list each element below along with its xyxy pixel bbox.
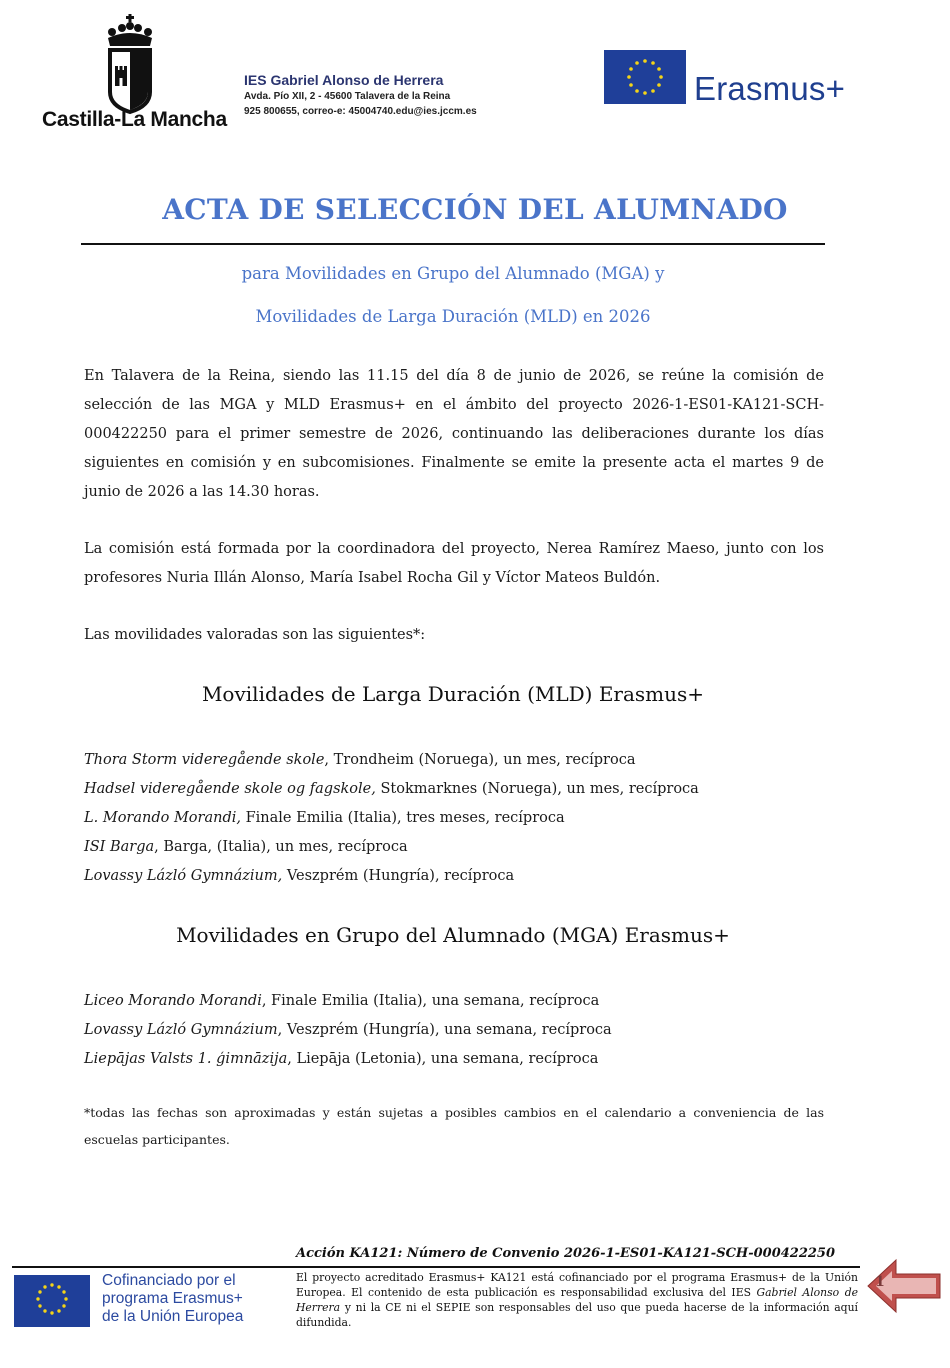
agreement-number: Acción KA121: Número de Convenio 2026-1-ES01-KA121-SCH-000422250 <box>296 1246 836 1261</box>
school-name: IES Gabriel Alonso de Herrera <box>244 72 444 88</box>
mobility-details: Stokmarknes (Noruega), un mes, recíproca <box>375 781 699 797</box>
school-name: Lovassy Lázló Gymnázium <box>84 1022 278 1038</box>
subtitle-line-1: para Movilidades en Grupo del Alumnado (MGA) y <box>241 264 665 283</box>
region-name: Castilla-La Mancha <box>42 108 227 131</box>
mobility-details: , Trondheim (Noruega), un mes, recíproca <box>324 752 636 768</box>
footer-divider <box>12 1266 860 1268</box>
list-item <box>84 1016 844 1045</box>
paragraph-mobilities-intro: Las movilidades valoradas son las siguientes*: <box>84 627 426 643</box>
mga-list <box>84 987 844 1074</box>
cofinanced-line-2: programa Erasmus+ <box>102 1290 243 1307</box>
cofinanced-label <box>102 1272 243 1326</box>
school-address: Avda. Pío XII, 2 - 45600 Talavera de la Reina <box>244 91 451 102</box>
cofinanced-line-3: de la Unión Europea <box>102 1308 244 1325</box>
school-name: ISI Barga <box>84 839 155 855</box>
list-item <box>84 1045 844 1074</box>
list-item <box>84 746 844 775</box>
paragraph-meeting: En Talavera de la Reina, siendo las 11.15 del día 8 de junio de 2026, se reúne la comisión de selección de las MGA y MLD Erasmus+ en el ámbito del proyecto 2026-1-ES01-KA121-SCH-000422250 para el primer semestre de 2026, continuando las deliberaciones durante los días siguientes en comisión y en subcomisiones. Finalmente se emite la presente acta el martes 9 de junio de 2026 a las 14.30 horas. <box>84 368 824 500</box>
school-name: Liepājas Valsts 1. ģimnāzija <box>84 1051 288 1067</box>
disclaimer-school: Gabriel Alonso de Herrera <box>296 1286 858 1314</box>
school-info <box>244 72 477 118</box>
cofinanced-line-1: Cofinanciado por el <box>102 1272 236 1289</box>
section-heading-mld: Movilidades de Larga Duración (MLD) Erasmus+ <box>201 682 705 706</box>
paragraph-committee: La comisión está formada por la coordinadora del proyecto, Nerea Ramírez Maeso, junto con los profesores Nuria Illán Alonso, María Isabel Rocha Gil y Víctor Mateos Buldón. <box>84 541 824 586</box>
school-name: Hadsel videregående skole og fagskole, <box>84 781 376 797</box>
list-item <box>84 804 844 833</box>
school-name: Lovassy Lázló Gymnázium, <box>84 868 283 884</box>
subtitle-line-2: Movilidades de Larga Duración (MLD) en 2026 <box>255 307 651 326</box>
mobility-details: , Barga, (Italia), un mes, recíproca <box>154 839 408 855</box>
disclaimer-part-2: y ni la CE ni el SEPIE son responsables del uso que pueda hacerse de la información aquí difundida. <box>296 1301 858 1329</box>
mobility-details: , Liepāja (Letonia), una semana, recíproca <box>287 1051 599 1067</box>
school-name: Thora Storm videregående skole <box>84 752 325 768</box>
school-name: L. Morando Morandi, <box>84 810 241 826</box>
mobility-details: , Veszprém (Hungría), una semana, recíproca <box>277 1022 612 1038</box>
mobility-details: Finale Emilia (Italia), tres meses, recíproca <box>240 810 565 826</box>
mld-list <box>84 746 844 891</box>
erasmus-plus-logo-text: Erasmus+ <box>694 70 846 107</box>
title-divider <box>81 243 825 245</box>
list-item <box>84 987 844 1016</box>
disclaimer-part-1: El proyecto acreditado Erasmus+ KA121 está cofinanciado por el programa Erasmus+ de la Unión Europea. El contenido de esta publicación es responsabilidad exclusiva del IES <box>296 1271 858 1299</box>
page-number: 1 <box>875 1274 885 1290</box>
list-item <box>84 775 844 804</box>
school-name: Liceo Morando Morandi <box>84 993 262 1009</box>
footnote: *todas las fechas son aproximadas y están sujetas a posibles cambios en el calendario a conveniencia de las escuelas participantes. <box>84 1105 824 1147</box>
list-item <box>84 862 844 891</box>
eu-flag-icon <box>14 1275 90 1327</box>
mobility-details: Veszprém (Hungría), recíproca <box>282 868 515 884</box>
list-item <box>84 833 844 862</box>
mobility-details: , Finale Emilia (Italia), una semana, recíproca <box>261 993 600 1009</box>
disclaimer <box>296 1270 858 1330</box>
school-contact: 925 800655, correo-e: 45004740.edu@ies.jccm.es <box>244 106 477 117</box>
section-heading-mga: Movilidades en Grupo del Alumnado (MGA) Erasmus+ <box>176 923 730 947</box>
document-title: ACTA DE SELECCIÓN DEL ALUMNADO <box>162 193 788 226</box>
